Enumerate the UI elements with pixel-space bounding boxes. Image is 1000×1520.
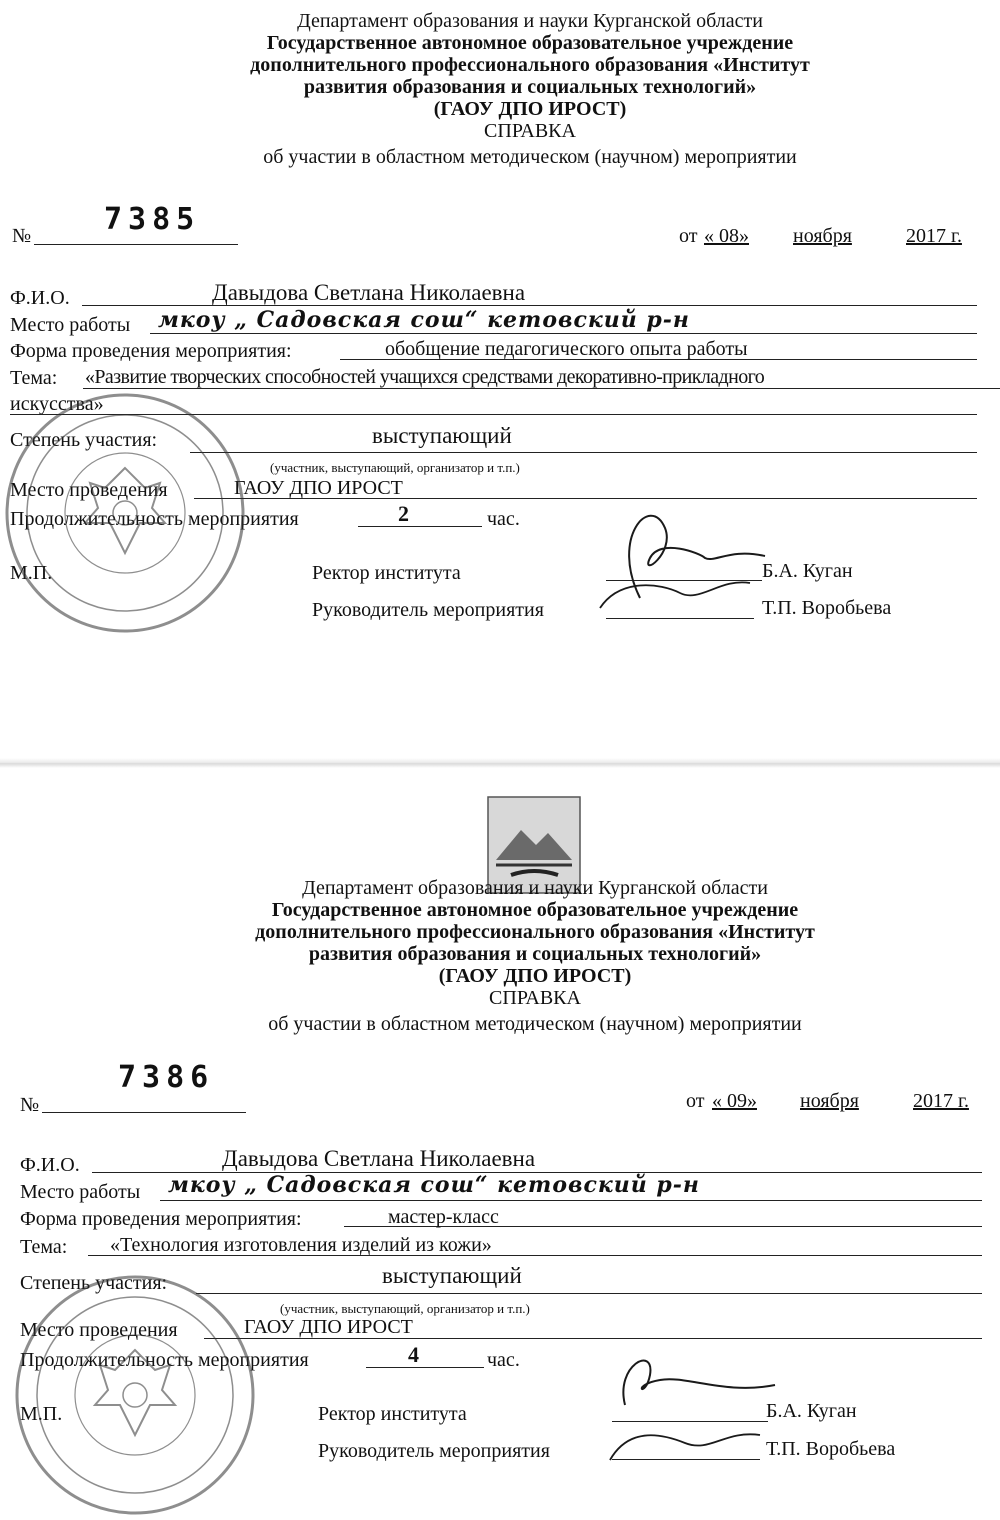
degree-underline [196, 1293, 982, 1294]
leader-name: Т.П. Воробьева [766, 1438, 896, 1460]
venue-label: Место проведения [10, 479, 168, 501]
topic-value-line-2: искусства» [10, 393, 104, 415]
institution-line-3: развития образования и социальных технологий» [308, 943, 762, 965]
institution-line-2: дополнительного профессионального образования «Институт [255, 921, 815, 943]
certificate-2 [0, 765, 1000, 1503]
number-underline [42, 1112, 246, 1113]
date-day: « 08» [704, 225, 749, 247]
topic-label: Тема: [20, 1236, 68, 1258]
venue-value: ГАОУ ДПО ИРОСТ [244, 1316, 413, 1338]
duration-value: 4 [408, 1342, 419, 1367]
document-type: СПРАВКА [489, 987, 581, 1009]
fio-label: Ф.И.О. [10, 287, 70, 309]
number-underline [34, 244, 238, 245]
hours-label: час. [487, 508, 520, 530]
leader-title: Руководитель мероприятия [312, 599, 544, 621]
duration-value: 2 [398, 501, 409, 526]
institution-abbr: (ГАОУ ДПО ИРОСТ) [433, 98, 627, 120]
topic-value-line-1: «Развитие творческих способностей учащихся средствами декоративно-прикладного [85, 366, 765, 388]
duration-underline [358, 526, 482, 527]
workplace-label: Место работы [10, 314, 131, 336]
institution-line-2: дополнительного профессионального образования «Институт [250, 54, 810, 76]
degree-value: выступающий [382, 1263, 522, 1288]
department-line: Департамент образования и науки Курганской области [302, 877, 768, 899]
workplace-underline [160, 1200, 982, 1201]
fio-value: Давыдова Светлана Николаевна [212, 280, 526, 305]
document-subtitle: об участии в областном методическом (научном) мероприятии [268, 1013, 802, 1035]
document-type: СПРАВКА [484, 120, 576, 142]
institution-line-1: Государственное автономное образовательное учреждение [271, 899, 799, 921]
number-label: № [20, 1094, 40, 1116]
institution-line-1: Государственное автономное образовательное учреждение [266, 32, 794, 54]
degree-label: Степень участия: [10, 429, 158, 451]
duration-underline [366, 1367, 484, 1368]
rector-name: Б.А. Куган [766, 1400, 857, 1422]
rector-title: Ректор института [312, 562, 461, 584]
fio-label: Ф.И.О. [20, 1154, 80, 1176]
date-from-label: от [686, 1090, 705, 1112]
fio-underline [82, 305, 977, 306]
date-year: 2017 г. [906, 225, 962, 247]
date-month: ноября [800, 1090, 859, 1112]
venue-value: ГАОУ ДПО ИРОСТ [234, 477, 403, 499]
date-year: 2017 г. [913, 1090, 969, 1112]
form-label: Форма проведения мероприятия: [10, 340, 292, 362]
duration-label: Продолжительность мероприятия [10, 508, 299, 530]
rector-signature-icon [585, 1325, 795, 1475]
institution-abbr: (ГАОУ ДПО ИРОСТ) [438, 965, 632, 987]
venue-label: Место проведения [20, 1319, 178, 1341]
institution-seal-icon [10, 1270, 260, 1520]
leader-name: Т.П. Воробьева [762, 597, 892, 619]
degree-hint: (участник, выступающий, организатор и т.п.) [280, 1301, 530, 1316]
institution-line-3: развития образования и социальных технологий» [303, 76, 757, 98]
degree-label: Степень участия: [20, 1272, 168, 1294]
date-day: « 09» [712, 1090, 757, 1112]
date-month: ноября [793, 225, 852, 247]
date-from-label: от [679, 225, 698, 247]
stamp-place-label: М.П. [20, 1403, 63, 1425]
topic-label: Тема: [10, 367, 58, 389]
degree-underline [190, 452, 977, 453]
hours-label: час. [487, 1349, 520, 1371]
workplace-label: Место работы [20, 1181, 141, 1203]
workplace-underline [150, 333, 977, 334]
form-label: Форма проведения мероприятия: [20, 1208, 302, 1230]
rector-name: Б.А. Куган [762, 560, 853, 582]
header-block [0, 877, 1000, 1035]
department-line: Департамент образования и науки Курганской области [297, 10, 763, 32]
leader-title: Руководитель мероприятия [318, 1440, 550, 1462]
form-value: мастер-класс [388, 1206, 499, 1228]
topic-underline-1 [88, 1255, 982, 1256]
topic-value-line-1: «Технология изготовления изделий из кожи» [110, 1234, 492, 1256]
certificate-number: 7385 [104, 202, 201, 237]
degree-value: выступающий [372, 423, 512, 448]
certificate-number: 7386 [118, 1060, 215, 1095]
header-block [0, 10, 1000, 168]
form-value: обобщение педагогического опыта работы [385, 338, 748, 360]
institution-seal-icon [0, 388, 250, 638]
workplace-value: мкоу „ Садовская сош“ кетовский р-н [168, 1172, 700, 1198]
duration-label: Продолжительность мероприятия [20, 1349, 309, 1371]
number-label: № [12, 225, 32, 247]
document-subtitle: об участии в областном методическом (научном) мероприятии [263, 146, 797, 168]
rector-signature-icon [580, 498, 780, 628]
degree-hint: (участник, выступающий, организатор и т.п.) [270, 460, 520, 475]
workplace-value: мкоу „ Садовская сош“ кетовский р-н [158, 307, 690, 333]
stamp-place-label: М.П. [10, 562, 53, 584]
rector-title: Ректор института [318, 1403, 467, 1425]
fio-value: Давыдова Светлана Николаевна [222, 1146, 536, 1171]
